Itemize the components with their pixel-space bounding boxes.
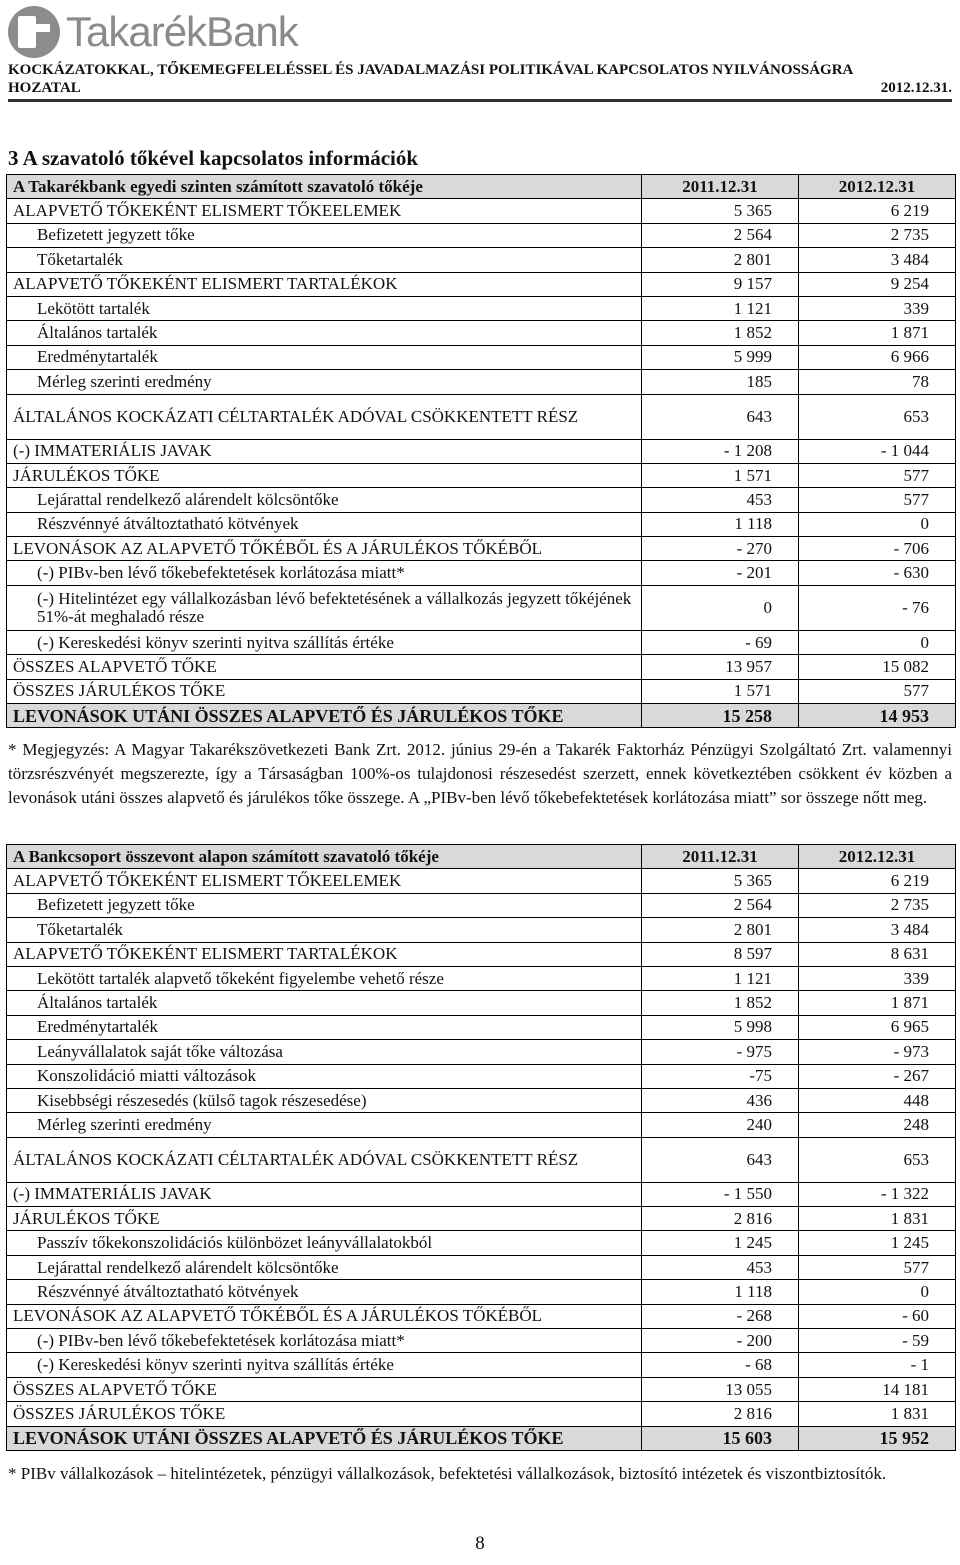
value-2012: 6 966 xyxy=(799,345,956,369)
value-2012: 14 181 xyxy=(799,1377,956,1401)
value-2011: 5 999 xyxy=(642,345,799,369)
footnote-remark: * Megjegyzés: A Magyar Takarékszövetkezeti Bank Zrt. 2012. június 29-én a Takarék Faktorház Pénzügyi Szolgáltató Zrt. valamennyi törzsrészvényét megszerezte, így a Társaságban 100%-os tulajdonosi részesedést szerzett, ennek következtében csökkent év közben a levonások utáni összes alapvető és járulékos tőke összege. A „PIBv-ben lévő tőkebefektetések korlátozása miatt” sor összege nőtt meg. xyxy=(8,740,952,807)
value-2011: - 1 550 xyxy=(642,1182,799,1206)
value-2012: 2 735 xyxy=(799,893,956,917)
section-title: 3 A szavatoló tőkével kapcsolatos információk xyxy=(8,146,419,170)
total-row xyxy=(7,1426,956,1450)
table-row xyxy=(7,893,956,917)
value-2012: 0 xyxy=(799,630,956,654)
value-2011: 13 957 xyxy=(642,655,799,679)
document-header xyxy=(8,61,952,97)
value-2012: 6 965 xyxy=(799,1015,956,1039)
value-2012: - 60 xyxy=(799,1304,956,1328)
table-row xyxy=(7,1377,956,1401)
value-2012: 6 219 xyxy=(799,199,956,223)
table-row xyxy=(7,1207,956,1231)
value-2011: 1 245 xyxy=(642,1231,799,1255)
table-header-row xyxy=(7,175,956,199)
value-2011: 1 118 xyxy=(642,1280,799,1304)
row-label: Passzív tőkekonszolidációs különbözet leányvállalatokból xyxy=(7,1231,642,1255)
row-label: LEVONÁSOK AZ ALAPVETŐ TŐKÉBŐL ÉS A JÁRULÉKOS TŐKÉBŐL xyxy=(7,1304,642,1328)
row-label: Befizetett jegyzett tőke xyxy=(7,893,642,917)
value-2012: 448 xyxy=(799,1088,956,1112)
row-label: Leányvállalatok saját tőke változása xyxy=(7,1040,642,1064)
value-2012: 577 xyxy=(799,679,956,703)
value-2011: 8 597 xyxy=(642,942,799,966)
value-2012: 577 xyxy=(799,1255,956,1279)
row-label: (-) Hitelintézet egy vállalkozásban lévő befektetésének a vállalkozás jegyzett tőkéjének 51%-át meghaladó része xyxy=(7,585,642,630)
row-label: Általános tartalék xyxy=(7,991,642,1015)
column-header-2011: 2011.12.31 xyxy=(642,845,799,869)
table-row xyxy=(7,1088,956,1112)
value-2012: 653 xyxy=(799,1137,956,1182)
row-label: Befizetett jegyzett tőke xyxy=(7,223,642,247)
value-2012: 3 484 xyxy=(799,248,956,272)
value-2011: 1 571 xyxy=(642,463,799,487)
row-label: Konszolidáció miatti változások xyxy=(7,1064,642,1088)
row-label: Tőketartalék xyxy=(7,248,642,272)
value-2011: 1 121 xyxy=(642,966,799,990)
table-row xyxy=(7,1329,956,1353)
total-2012: 15 952 xyxy=(799,1426,956,1450)
table-row xyxy=(7,345,956,369)
table-row xyxy=(7,991,956,1015)
value-2011: 1 121 xyxy=(642,296,799,320)
row-label: Lejárattal rendelkező alárendelt kölcsöntőke xyxy=(7,1255,642,1279)
table-row xyxy=(7,537,956,561)
value-2011: 2 564 xyxy=(642,223,799,247)
value-2011: 5 365 xyxy=(642,869,799,893)
row-label: (-) Kereskedési könyv szerinti nyitva szállítás értéke xyxy=(7,1353,642,1377)
header-date: 2012.12.31. xyxy=(880,80,952,96)
table-row xyxy=(7,630,956,654)
table-row xyxy=(7,966,956,990)
value-2011: - 1 208 xyxy=(642,439,799,463)
table-row xyxy=(7,561,956,585)
value-2011: 436 xyxy=(642,1088,799,1112)
table-title: A Bankcsoport összevont alapon számított szavatoló tőkéje xyxy=(7,845,642,869)
value-2011: 1 852 xyxy=(642,991,799,1015)
value-2011: 2 801 xyxy=(642,248,799,272)
column-header-2012: 2012.12.31 xyxy=(799,175,956,199)
column-header-2012: 2012.12.31 xyxy=(799,845,956,869)
value-2011: 453 xyxy=(642,488,799,512)
value-2012: 8 631 xyxy=(799,942,956,966)
value-2012: 1 245 xyxy=(799,1231,956,1255)
total-2011: 15 258 xyxy=(642,704,799,728)
value-2011: 2 564 xyxy=(642,893,799,917)
value-2012: 339 xyxy=(799,966,956,990)
row-label: (-) PIBv-ben lévő tőkebefektetések korlátozása miatt* xyxy=(7,1329,642,1353)
value-2012: 15 082 xyxy=(799,655,956,679)
table-row xyxy=(7,394,956,439)
value-2011: 5 365 xyxy=(642,199,799,223)
value-2012: 577 xyxy=(799,488,956,512)
table-row xyxy=(7,585,956,630)
table-row xyxy=(7,1182,956,1206)
table-row xyxy=(7,679,956,703)
header-title-line2: HOZATAL xyxy=(8,80,81,96)
row-label: ALAPVETŐ TŐKEKÉNT ELISMERT TŐKEELEMEK xyxy=(7,199,642,223)
row-label: ÁLTALÁNOS KOCKÁZATI CÉLTARTALÉK ADÓVAL CSÖKKENTETT RÉSZ xyxy=(7,1137,642,1182)
row-label: Részvénnyé átváltoztatható kötvények xyxy=(7,1280,642,1304)
takarekbank-logo xyxy=(8,4,298,60)
table-row xyxy=(7,296,956,320)
row-label: JÁRULÉKOS TŐKE xyxy=(7,463,642,487)
value-2011: 0 xyxy=(642,585,799,630)
row-label: Tőketartalék xyxy=(7,918,642,942)
value-2011: -75 xyxy=(642,1064,799,1088)
row-label: JÁRULÉKOS TŐKE xyxy=(7,1207,642,1231)
table-row xyxy=(7,1040,956,1064)
table-row xyxy=(7,1353,956,1377)
table-row xyxy=(7,223,956,247)
table-row xyxy=(7,1015,956,1039)
table-row xyxy=(7,488,956,512)
row-label: Lejárattal rendelkező alárendelt kölcsöntőke xyxy=(7,488,642,512)
table-row xyxy=(7,869,956,893)
total-2011: 15 603 xyxy=(642,1426,799,1450)
row-label: ÁLTALÁNOS KOCKÁZATI CÉLTARTALÉK ADÓVAL CSÖKKENTETT RÉSZ xyxy=(7,394,642,439)
value-2012: 3 484 xyxy=(799,918,956,942)
value-2012: - 706 xyxy=(799,537,956,561)
row-label: ALAPVETŐ TŐKEKÉNT ELISMERT TARTALÉKOK xyxy=(7,942,642,966)
table-row xyxy=(7,439,956,463)
value-2012: 1 831 xyxy=(799,1207,956,1231)
value-2012: 6 219 xyxy=(799,869,956,893)
row-label: (-) PIBv-ben lévő tőkebefektetések korlátozása miatt* xyxy=(7,561,642,585)
row-label: Részvénnyé átváltoztatható kötvények xyxy=(7,512,642,536)
row-label: Eredménytartalék xyxy=(7,1015,642,1039)
value-2011: - 201 xyxy=(642,561,799,585)
table-row xyxy=(7,272,956,296)
value-2012: 1 871 xyxy=(799,321,956,345)
value-2012: - 267 xyxy=(799,1064,956,1088)
table-row xyxy=(7,1280,956,1304)
table-title: A Takarékbank egyedi szinten számított szavatoló tőkéje xyxy=(7,175,642,199)
value-2012: 577 xyxy=(799,463,956,487)
value-2011: 2 816 xyxy=(642,1402,799,1426)
total-row xyxy=(7,704,956,728)
value-2011: 185 xyxy=(642,370,799,394)
value-2012: - 1 322 xyxy=(799,1182,956,1206)
value-2012: 0 xyxy=(799,1280,956,1304)
value-2011: 1 571 xyxy=(642,679,799,703)
row-label: (-) IMMATERIÁLIS JAVAK xyxy=(7,439,642,463)
value-2011: - 270 xyxy=(642,537,799,561)
table-row xyxy=(7,918,956,942)
value-2011: 643 xyxy=(642,394,799,439)
total-label: LEVONÁSOK UTÁNI ÖSSZES ALAPVETŐ ÉS JÁRULÉKOS TŐKE xyxy=(7,704,642,728)
table-row xyxy=(7,199,956,223)
table-header-row xyxy=(7,845,956,869)
table-row xyxy=(7,1064,956,1088)
value-2011: 643 xyxy=(642,1137,799,1182)
row-label: ÖSSZES ALAPVETŐ TŐKE xyxy=(7,655,642,679)
value-2012: 1 871 xyxy=(799,991,956,1015)
row-label: ALAPVETŐ TŐKEKÉNT ELISMERT TARTALÉKOK xyxy=(7,272,642,296)
value-2011: 240 xyxy=(642,1113,799,1137)
table-row xyxy=(7,1231,956,1255)
value-2012: - 1 044 xyxy=(799,439,956,463)
value-2011: 9 157 xyxy=(642,272,799,296)
table-row xyxy=(7,370,956,394)
column-header-2011: 2011.12.31 xyxy=(642,175,799,199)
row-label: ÖSSZES JÁRULÉKOS TŐKE xyxy=(7,1402,642,1426)
value-2012: - 76 xyxy=(799,585,956,630)
table-row xyxy=(7,942,956,966)
table-row xyxy=(7,655,956,679)
total-2012: 14 953 xyxy=(799,704,956,728)
row-label: ÖSSZES JÁRULÉKOS TŐKE xyxy=(7,679,642,703)
table-row xyxy=(7,1137,956,1182)
footnote-pibv: * PIBv vállalkozások – hitelintézetek, pénzügyi vállalkozások, befektetési vállalkozások, biztosító intézetek és viszontbiztosítók. xyxy=(8,1464,887,1483)
row-label: LEVONÁSOK AZ ALAPVETŐ TŐKÉBŐL ÉS A JÁRULÉKOS TŐKÉBŐL xyxy=(7,537,642,561)
table-row xyxy=(7,1113,956,1137)
bank-logo-icon xyxy=(8,6,60,58)
row-label: Mérleg szerinti eredmény xyxy=(7,370,642,394)
value-2012: 248 xyxy=(799,1113,956,1137)
value-2012: 78 xyxy=(799,370,956,394)
value-2011: - 975 xyxy=(642,1040,799,1064)
value-2012: 339 xyxy=(799,296,956,320)
row-label: Eredménytartalék xyxy=(7,345,642,369)
value-2012: 0 xyxy=(799,512,956,536)
value-2011: 2 801 xyxy=(642,918,799,942)
value-2011: 1 852 xyxy=(642,321,799,345)
table-row xyxy=(7,1255,956,1279)
row-label: ÖSSZES ALAPVETŐ TŐKE xyxy=(7,1377,642,1401)
table-row xyxy=(7,321,956,345)
value-2012: 9 254 xyxy=(799,272,956,296)
value-2011: 453 xyxy=(642,1255,799,1279)
row-label: Lekötött tartalék alapvető tőkeként figyelembe vehető része xyxy=(7,966,642,990)
value-2012: - 59 xyxy=(799,1329,956,1353)
row-label: Mérleg szerinti eredmény xyxy=(7,1113,642,1137)
value-2011: - 268 xyxy=(642,1304,799,1328)
value-2011: - 200 xyxy=(642,1329,799,1353)
row-label: Általános tartalék xyxy=(7,321,642,345)
value-2012: 2 735 xyxy=(799,223,956,247)
value-2012: - 1 xyxy=(799,1353,956,1377)
row-label: (-) Kereskedési könyv szerinti nyitva szállítás értéke xyxy=(7,630,642,654)
row-label: (-) IMMATERIÁLIS JAVAK xyxy=(7,1182,642,1206)
row-label: Lekötött tartalék xyxy=(7,296,642,320)
header-divider xyxy=(8,99,952,102)
total-label: LEVONÁSOK UTÁNI ÖSSZES ALAPVETŐ ÉS JÁRULÉKOS TŐKE xyxy=(7,1426,642,1450)
table-row xyxy=(7,1402,956,1426)
table-row xyxy=(7,1304,956,1328)
logo-text: TakarékBank xyxy=(66,8,298,55)
table-row xyxy=(7,512,956,536)
page-number: 8 xyxy=(475,1533,485,1554)
value-2011: 5 998 xyxy=(642,1015,799,1039)
value-2012: 1 831 xyxy=(799,1402,956,1426)
value-2011: 1 118 xyxy=(642,512,799,536)
value-2011: 13 055 xyxy=(642,1377,799,1401)
value-2012: - 630 xyxy=(799,561,956,585)
value-2011: 2 816 xyxy=(642,1207,799,1231)
value-2012: 653 xyxy=(799,394,956,439)
value-2012: - 973 xyxy=(799,1040,956,1064)
value-2011: - 68 xyxy=(642,1353,799,1377)
table-group-capital xyxy=(6,844,956,1451)
table-row xyxy=(7,248,956,272)
table-row xyxy=(7,463,956,487)
value-2011: - 69 xyxy=(642,630,799,654)
row-label: Kisebbségi részesedés (külső tagok részesedése) xyxy=(7,1088,642,1112)
row-label: ALAPVETŐ TŐKEKÉNT ELISMERT TŐKEELEMEK xyxy=(7,869,642,893)
header-title-line1: KOCKÁZATOKKAL, TŐKEMEGFELELÉSSEL ÉS JAVADALMAZÁSI POLITIKÁVAL KAPCSOLATOS NYILVÁNOSSÁGRA xyxy=(8,62,854,78)
table-individual-capital xyxy=(6,174,956,728)
